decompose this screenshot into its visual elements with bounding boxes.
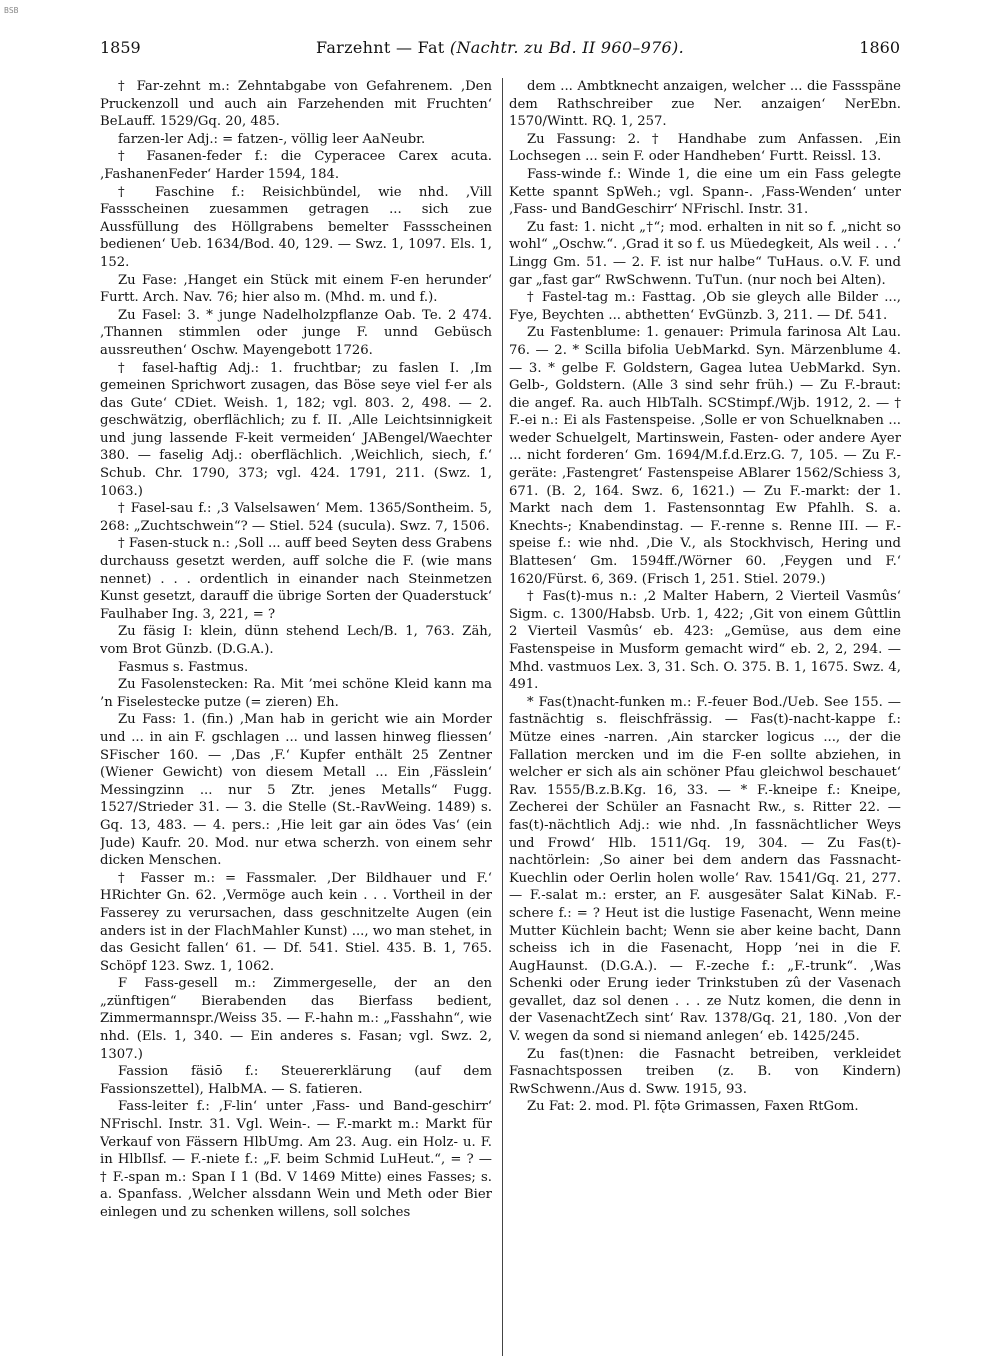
dictionary-entry: Zu Fase: ‚Hanget ein Stück mit einem F-en herunder‘ Furtt. Arch. Nav. 76; hier also m. (Mhd. m. und f.). — [100, 272, 492, 306]
running-title-main: Farzehnt — Fat — [316, 38, 445, 57]
dictionary-entry: dem ... Ambtknecht anzaigen, welcher ... die Fassspäne dem Rathschreiber zue Ner. anzaigen‘ NerEbn. 1570/Wintt. RQ. 1, 257. — [509, 79, 901, 130]
running-title-note: (Nachtr. zu Bd. II 960–976). — [449, 38, 684, 57]
dictionary-entry: F Fass-gesell m.: Zimmergeselle, der an den „zünftigen“ Bierabenden das Bierfass bedient, Zimmermannspr./Weiss 35. — F.-hahn m.: „Fasshahn“, wie nhd. (Els. 1, 340. — Ein anderes s. Fasan; vgl. Swz. 2, 1307.) — [100, 976, 492, 1062]
dictionary-entry: Zu Fastenblume: 1. genauer: Primula farinosa Alt Lau. 76. — 2. * Scilla bifolia UebMarkd. Syn. Märzenblume 4. — 3. * gelbe F. Goldstern, Gagea lutea UebMarkd. Syn. Gelb-, Goldstern. (Alle 3 sind sehr früh.) — Zu F.-braut: die angef. Ra. auch HlbTalh. SCStimpf./Wjb. 1912, 2. — † F.-ei n.: Ei als Fastenspeise. ‚Solle er von Schuelknaben ... weder Schuelgelt, Martinswein, Fasten- oder andere Ayer ... nicht forderen‘ Gm. 1694/M.f.d.Erz.G. 7, 105. — Zu F.-geräte: ‚Fastengret‘ Fastenspeise ABlarer 1562/Schiess 3, 671. (B. 2, 164. Swz. 6, 1621.) — Zu F.-markt: der 1. Markt nach dem 1. Fastensonntag Ew Pfahlh. S. a. Knechts-; Knabendinstag. — F.-renne s. Renne III. — F.-speise f.: wie nhd. ‚Die V., als Stockhvisch, Hering und Blattesen‘ Gm. 1594ff./Wörner 60. ‚Feygen und F.‘ 1620/Fürst. 6, 369. (Frisch 1, 251. Stiel. 2079.) — [509, 325, 901, 587]
dictionary-entry: † Faschine f.: Reisichbündel, wie nhd. ‚Vill Fassscheinen zuesammen getragen ... sich zue Aussfüllung des Höllgrabens bemelter Fassscheinen bedienen‘ Ueb. 1634/Bod. 40, 129. — Swz. 1, 1097. Els. 1, 152. — [100, 184, 492, 270]
dictionary-entry: farzen-ler Adj.: = fatzen-, völlig leer AaNeubr. — [118, 131, 426, 147]
dictionary-entry: Zu Fat: 2. mod. Pl. fǭtə Grimassen, Faxen RtGom. — [527, 1099, 859, 1115]
running-title — [100, 38, 900, 57]
dictionary-entry: † Fasser m.: = Fassmaler. ‚Der Bildhauer und F.‘ HRichter Gn. 62. ‚Vermöge auch kein . . . Vortheil in der Fasserey zu verursachen, dass geschnitzelte Augen (ein anders ist in der FlachMahler Kunst) ..., wo man stehet, in das Gesicht fallen‘ 61. — Df. 541. Stiel. 435. B. 1, 765. Schöpf 123. Swz. 1, 1062. — [100, 870, 492, 974]
dictionary-entry: * Fas(t)nacht-funken m.: F.-feuer Bod./Ueb. See 155. — fastnächtig s. fleischfrässig. — Fas(t)-nacht-kappe f.: Mütze eines -narren. ‚Ain starcker logicus ..., der die Fallation mercken und im die F-en sollte abziehen, in welcher er sich als ain schöner Pfau gleichwol beschauet‘ Rav. 1555/B.z.B.Kg. 16, 33. — * F.-kneipe f.: Kneipe, Zecherei der Schüler an Fasnacht Rw., s. Ritter 22. — fas(t)-nächtlich Adj.: wie nhd. ‚In fassnächtlicher Weys und Frowd‘ Hlb. 1511/Gq. 19, 304. — Zu Fas(t)-nachtörlein: ‚So ainer bei dem andern das Fassnacht-Kuechlin oder Oerlin holen wolle‘ Rav. 1541/Gq. 21, 277. — F.-salat m.: erster, an F. ausgesäter Salat KiNab. F.-schere f.: = ? Heut ist die lustige Fasenacht, Wenn meine Mutter Küchlein bacht; Wenn sie aber keine bacht, Dann scheiss ich in die Fasenacht, Hopp ’nei in die F. AugHaunst. (D.G.A.). — F.-zeche f.: „F.-trunk“. ‚Was Schenki oder Erung ieder Trinkstuben zû der Vasenach gevallet, daz sol denen . . . ze Nutz komen, die denn in der VasenachtZech sint‘ Rav. 1378/Gq. 21, 180. ‚Von der V. wegen da sond si niemand anlegen‘ eb. 1425/245. — [509, 694, 901, 1045]
left-column — [100, 78, 492, 1356]
dictionary-entry: Fass-winde f.: Winde 1, die eine um ein Fass gelegte Kette spannt SpWeh.; vgl. Spann-. ‚Fass-Wenden‘ unter ‚Fass- und BandGeschirr‘ NFrischl. Instr. 31. — [509, 166, 901, 218]
dictionary-entry: Zu Fasel: 3. * junge Nadelholzpflanze Oab. Te. 2 474. ‚Thannen stimmlen oder junge F. unnd Gebüsch aussreuthen‘ Oschw. Mayengebott 1726. — [100, 307, 492, 358]
dictionary-entry: Fasmus s. Fastmus. — [118, 659, 249, 675]
dictionary-entry: Zu fast: 1. nicht „†“; mod. erhalten in nit so f. „nicht so wohl“ „Oschw.“. ‚Grad it so f. us Müedegkeit, Als weil . . .‘ Lingg Gm. 51. — 2. F. ist nur halbe“ TuHaus. o.V. F. und gar „fast gar“ RwSchwenn. TuTun. (nur noch bei Alten). — [509, 219, 901, 288]
page-header — [100, 38, 900, 64]
page-number-right: 1860 — [859, 38, 900, 57]
dictionary-entry: † Fasen-stuck n.: ‚Soll ... auff beed Seyten dess Grabens durchauss gesetzt werden, auff solche die F. (wie mans nennet) . . . ordentlich in einander nach Steinmetzen Kunst gesetzt, darauff die übrige Sorten der Quaderstuck‘ Faulhaber Ing. 3, 221, = ? — [100, 536, 492, 622]
column-divider — [502, 78, 503, 1356]
library-stamp: BSB — [4, 6, 19, 15]
dictionary-entry: Zu fäsig I: klein, dünn stehend Lech/B. 1, 763. Zäh, vom Brot Günzb. (D.G.A.). — [100, 624, 492, 657]
dictionary-entry: † Fasel-sau f.: ‚3 Valselsawen‘ Mem. 1365/Sontheim. 5, 268: „Zuchtschwein“? — Stiel. 524 (sucula). Swz. 7, 1506. — [100, 501, 492, 534]
dictionary-entry: † Fastel-tag m.: Fasttag. ‚Ob sie gleych alle Bilder ..., Fye, Beychten ... abthetten‘ EvGünzb. 3, 211. — Df. 541. — [509, 290, 901, 323]
dictionary-entry: † Far-zehnt m.: Zehntabgabe von Gefahrenem. ‚Den Pruckenzoll und auch ain Farzehenden mit Fruchten‘ BeLauff. 1529/Gq. 20, 485. — [100, 79, 492, 130]
right-column — [509, 78, 901, 1356]
dictionary-entry: † Fas(t)-mus n.: ‚2 Malter Habern, 2 Vierteil Vasmûs‘ Sigm. c. 1300/Habsb. Urb. 1, 422; ‚Git von einem Gûttlin 2 Vierteil Vasmûs‘ eb. 423: „Gemüse, aus dem eine Fastenspeise in Musform gemacht wird“ eb. 2, 2, 294. — Mhd. vastmuos Lex. 3, 31. Sch. O. 375. B. 1, 1675. Swz. 4, 491. — [509, 589, 901, 693]
dictionary-entry: Zu Fass: 1. (fin.) ‚Man hab in gericht wie ain Morder und ... in ain F. gschlagen ... und lassen hinweg fliessen‘ SFischer 160. — ‚Das ‚F.‘ Kupfer enthält 25 Zentner (Wiener Gewicht) von diesem Metall ... Ein ‚Fässlein‘ Messingzinn ... nur 5 Ztr. jenes Metalls“ Fugg. 1527/Strieder 31. — 3. die Stelle (St.-RavWeing. 1489) s. Gq. 13, 483. — 4. pers.: ‚Hie leit gar ain ödes Vas‘ (ein Jude) Kaufr. 20. Mod. nur etwa scherzh. von einem sehr dicken Menschen. — [100, 712, 492, 869]
dictionary-entry: † fasel-haftig Adj.: 1. fruchtbar; zu faslen I. ‚Im gemeinen Sprichwort zusagen, das Böse seye viel f-er als das Gute‘ CDiet. Weish. 1, 182; vgl. 803. 2, 498. — 2. geschwätzig, oberflächlich; zu f. II. ‚Alle Leichtsinnigkeit und jung lassende F-keit vermeiden‘ JABengel/Waechter 380. — faselig Adj.: oberflächlich. ‚Weichlich, siech, f.‘ Schub. Chr. 1790, 373; vgl. 424. 1791, 211. (Swz. 1, 1063.) — [100, 360, 492, 499]
dictionary-entry: Fassion fäsiō f.: Steuererklärung (auf dem Fassionszettel), HalbMA. — S. fatieren. — [100, 1064, 492, 1097]
dictionary-entry: Zu Fasolenstecken: Ra. Mit ’mei schöne Kleid kann ma ’n Fiselestecke putze (= zieren) Eh. — [100, 677, 492, 710]
dictionary-entry: Zu fas(t)nen: die Fasnacht betreiben, verkleidet Fasnachtspossen treiben (z. B. von Kindern) RwSchwenn./Aus d. Sww. 1915, 93. — [509, 1046, 901, 1097]
dictionary-entry: Fass-leiter f.: ‚F-lin‘ unter ‚Fass- und Band-geschirr‘ NFrischl. Instr. 31. Vgl. Wein-. — F.-markt m.: Markt für Verkauf von Fässern HlbUmg. Am 23. Aug. ein Holz- u. F. in HlbIlsf. — F.-niete f.: „F. beim Schmid LuHeut.“, = ? — † F.-span m.: Span I 1 (Bd. V 1469 Mitte) eines Fasses; s. a. Spanfass. ‚Welcher alssdann Wein und Meth oder Bier einlegen und zu schenken willens, soll solches — [100, 1099, 492, 1220]
dictionary-entry: Zu Fassung: 2. † Handhabe zum Anfassen. ‚Ein Lochsegen ... sein F. oder Handheben‘ Furtt. Reissl. 13. — [509, 131, 901, 165]
dictionary-entry: † Fasanen-feder f.: die Cyperacee Carex acuta. ‚FashanenFeder‘ Harder 1594, 184. — [100, 149, 492, 182]
page-number-left: 1859 — [100, 38, 141, 57]
